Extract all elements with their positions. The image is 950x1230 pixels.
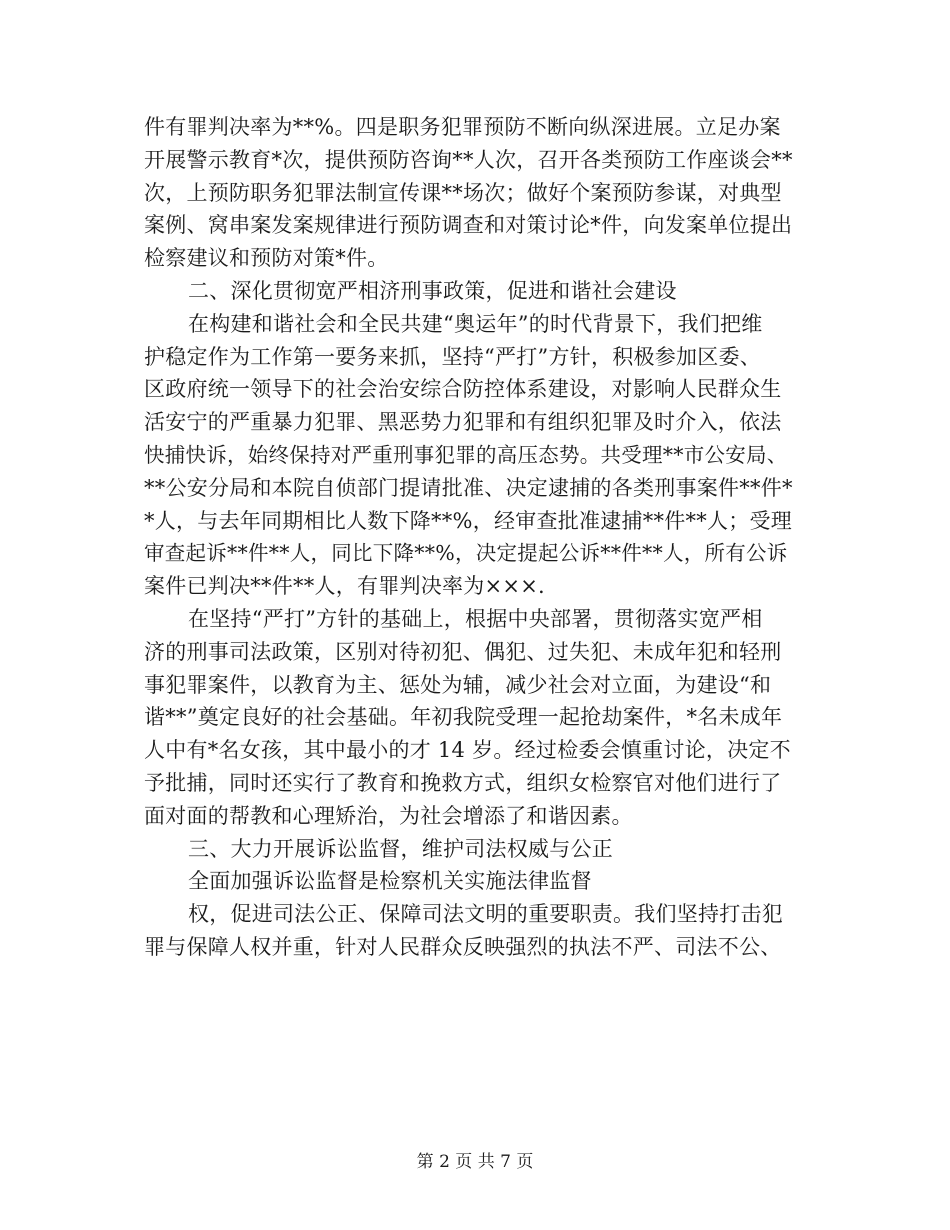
text-line: **公安分局和本院自侦部门提请批准、决定逮捕的各类刑事案件**件* (144, 475, 793, 500)
paragraph-start: 在坚持“严打”方针的基础上，根据中央部署，贯彻落实宽严相 (188, 606, 763, 631)
text-line: 件有罪判决率为**%。四是职务犯罪预防不断向纵深进展。立足办案 (144, 115, 781, 139)
text-line: *人，与去年同期相比人数下降**%，经审查批准逮捕**件**人；受理 (144, 508, 792, 533)
text-line: 护稳定作为工作第一要务来抓，坚持“严打”方针，积极参加区委、 (144, 344, 761, 369)
text-line: 面对面的帮教和心理矫治，为社会增添了和谐因素。 (144, 803, 633, 828)
text-line: 事犯罪案件，以教育为主、惩处为辅，减少社会对立面，为建设“和 (144, 672, 772, 697)
text-line: 检察建议和预防对策*件。 (144, 246, 389, 271)
text-line: 案件已判决**件**人，有罪判决率为×××. (144, 574, 545, 599)
text-line: 开展警示教育*次，提供预防咨询**人次，召开各类预防工作座谈会** (144, 147, 793, 172)
text-line: 快捕快诉，始终保持对严重刑事犯罪的高压态势。共受理**市公安局、 (144, 442, 788, 467)
page-number-footer: 第 2 页 共 7 页 (416, 1152, 534, 1172)
text-line: 济的刑事司法政策，区别对待初犯、偶犯、过失犯、未成年犯和轻刑 (144, 639, 782, 664)
text-line: 谐**”奠定良好的社会基础。年初我院受理一起抢劫案件，*名未成年 (144, 705, 783, 730)
text-line: 活安宁的严重暴力犯罪、黑恶势力犯罪和有组织犯罪及时介入，依法 (144, 410, 782, 435)
text-line: 区政府统一领导下的社会治安综合防控体系建设，对影响人民群众生 (144, 377, 782, 402)
section-heading-3: 三、大力开展诉讼监督，维护司法权威与公正 (188, 836, 613, 861)
paragraph-start: 在构建和谐社会和全民共建“奥运年”的时代背景下，我们把维 (188, 311, 763, 336)
text-line: 权，促进司法公正、保障司法文明的重要职责。我们坚持打击犯 (188, 902, 783, 927)
text-line: 次，上预防职务犯罪法制宣传课**场次；做好个案预防参谋，对典型 (144, 180, 782, 205)
document-body (144, 111, 800, 964)
text-line: 案例、窝串案发案规律进行预防调查和对策讨论*件，向发案单位提出 (144, 213, 793, 238)
text-line: 审查起诉**件**人，同比下降**%，决定提起公诉**件**人，所有公诉 (144, 541, 788, 566)
text-line: 予批捕，同时还实行了教育和挽救方式，组织女检察官对他们进行了 (144, 770, 782, 795)
text-line: 罪与保障人权并重，针对人民群众反映强烈的执法不严、司法不公、 (144, 934, 782, 959)
section-heading-2: 二、深化贯彻宽严相济刑事政策，促进和谐社会建设 (188, 278, 677, 303)
paragraph-start: 全面加强诉讼监督是检察机关实施法律监督 (188, 869, 592, 894)
text-line: 人中有*名女孩，其中最小的才 14 岁。经过检委会慎重讨论，决定不 (144, 738, 791, 763)
